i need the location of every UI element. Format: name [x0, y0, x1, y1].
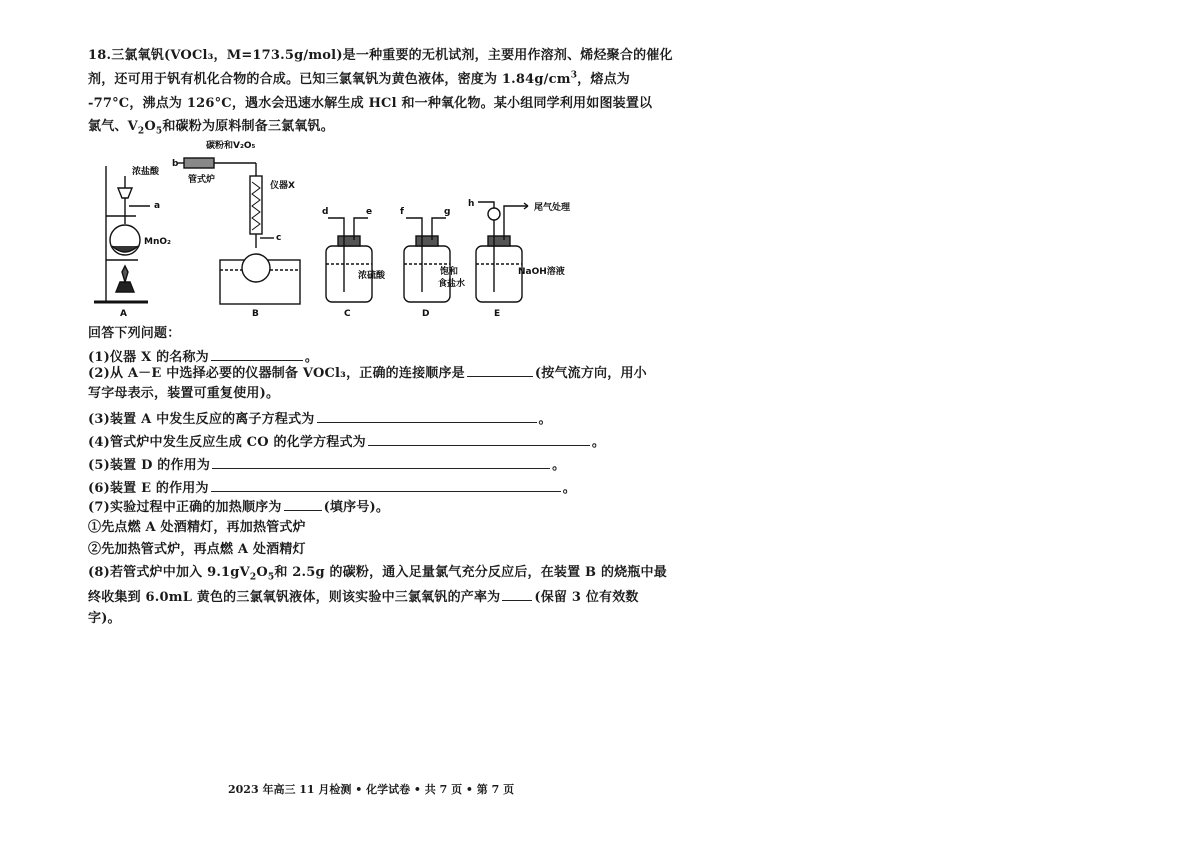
question-2-line-2: 写字母表示，装置可重复使用)。 — [88, 386, 280, 401]
answer-blank-1[interactable] — [211, 346, 303, 361]
intro-line-2: 剂，还可用于钒有机化合物的合成。已知三氯氧钒为黄色液体，密度为 $1.84g/cm^3$，熔点为 — [88, 70, 630, 87]
bottle-c-stopper — [338, 236, 360, 246]
bottle-e-stopper — [488, 236, 510, 246]
intro-line-3: -77°C，沸点为 126°C，遇水会迅速水解生成 HCl 和一种氧化物。某小组同学利用如图装置以 — [88, 96, 653, 111]
bottle-d-inlet-f — [406, 218, 422, 292]
label-sat-nacl-2: 食盐水 — [438, 279, 466, 289]
bottle-e-outlet — [504, 206, 528, 240]
label-d: d — [322, 207, 329, 217]
intro-line-4: 氯气、$V_2O_5$和碳粉为原料制备三氯氧钒。 — [88, 119, 334, 137]
label-mno2: MnO₂ — [144, 237, 171, 247]
apparatus-label-e: E — [494, 309, 501, 319]
absorb-bottle-e — [476, 246, 522, 302]
question-7: (7)实验过程中正确的加热顺序为 (填序号)。 — [88, 496, 389, 518]
round-flask-b — [242, 254, 270, 282]
answer-blank-8[interactable] — [502, 586, 532, 601]
answer-prompt: 回答下列问题： — [88, 326, 181, 341]
answer-blank-3[interactable] — [317, 408, 537, 423]
question-8-line-3: 字)。 — [88, 611, 121, 626]
bottle-d-stopper — [416, 236, 438, 246]
question-7-option-1: ①先点燃 A 处酒精灯，再加热管式炉 — [88, 520, 306, 535]
apparatus-figure — [88, 136, 588, 322]
answer-blank-4[interactable] — [368, 431, 590, 446]
question-4: (4)管式炉中发生反应生成 CO 的化学方程式为 。 — [88, 431, 605, 453]
label-conc-h2so4: 浓硫酸 — [358, 271, 386, 281]
question-6: (6)装置 E 的作用为 。 — [88, 477, 576, 499]
question-5: (5)装置 D 的作用为 。 — [88, 454, 565, 476]
label-h: h — [468, 199, 475, 209]
tube-furnace — [184, 158, 214, 168]
apparatus-label-c: C — [344, 309, 351, 319]
label-a: a — [154, 201, 161, 211]
label-tail-gas: 尾气处理 — [534, 203, 571, 213]
label-e: e — [366, 207, 373, 217]
dropping-funnel — [118, 188, 132, 198]
question-1: (1)仪器 X 的名称为 。 — [88, 346, 318, 368]
condenser-coil — [252, 182, 260, 230]
answer-blank-2[interactable] — [467, 362, 533, 377]
apparatus-label-b: B — [252, 309, 259, 319]
label-naoh: NaOH溶液 — [518, 267, 565, 277]
bottle-c-inlet-d — [328, 218, 344, 292]
label-g: g — [444, 207, 451, 217]
label-c: c — [276, 233, 282, 243]
label-b: b — [172, 159, 179, 169]
label-instrument-x: 仪器X — [270, 181, 295, 191]
bottle-e-inlet-h — [478, 202, 494, 208]
intro-line-1: 18.三氯氧钒(VOCl₃，M=173.5g/mol)是一种重要的无机试剂，主要用作溶剂、烯烃聚合的催化 — [88, 48, 673, 63]
label-tube-furnace: 管式炉 — [188, 175, 216, 185]
apparatus-label-d: D — [422, 309, 430, 319]
label-carbon-v2o5: 碳粉和V₂O₅ — [206, 141, 256, 151]
answer-blank-6[interactable] — [211, 477, 561, 492]
apparatus-label-a: A — [120, 309, 127, 319]
label-conc-hcl: 浓盐酸 — [132, 167, 160, 177]
answer-blank-5[interactable] — [212, 454, 550, 469]
lamp-flame — [122, 266, 128, 282]
question-3: (3)装置 A 中发生反应的离子方程式为 。 — [88, 408, 552, 430]
question-2-line-1: (2)从 A－E 中选择必要的仪器制备 VOCl₃，正确的连接顺序是 (按气流方向，用小 — [88, 362, 647, 384]
question-8-line-2: 终收集到 6.0mL 黄色的三氯氧钒液体，则该实验中三氯氧钒的产率为 (保留 3 位有效数 — [88, 586, 639, 608]
answer-blank-7[interactable] — [284, 496, 322, 511]
question-8-line-1: (8)若管式炉中加入 $9.1gV_2O_5$和 2.5g 的碳粉，通入足量氯气充分反应后，在装置 B 的烧瓶中最 — [88, 565, 667, 583]
page-footer: 2023 年高三 11 月检测 • 化学试卷 • 共 7 页 • 第 7 页 — [228, 783, 515, 796]
label-f: f — [400, 207, 404, 217]
question-7-option-2: ②先加热管式炉，再点燃 A 处酒精灯 — [88, 542, 306, 557]
bottle-e-bulb — [488, 208, 500, 220]
label-sat-nacl-1: 饱和 — [440, 267, 459, 277]
